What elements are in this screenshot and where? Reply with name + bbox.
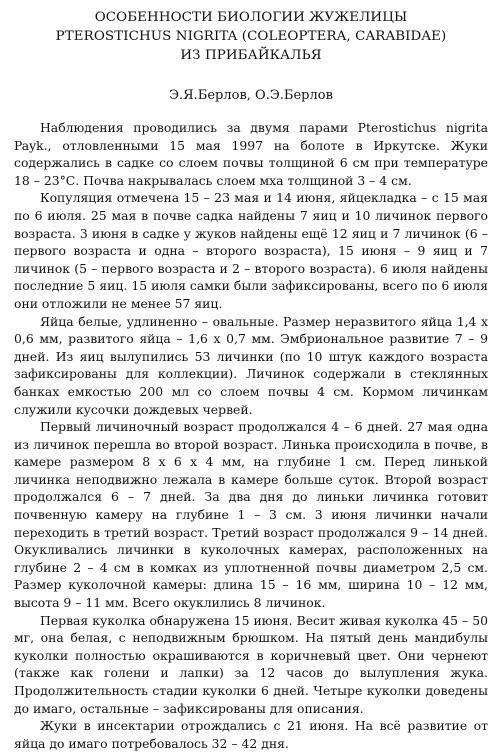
- title-line-1: ОСОБЕННОСТИ БИОЛОГИИ ЖУЖЕЛИЦЫ: [94, 10, 408, 25]
- paragraph: Жуки в инсектарии отрождались с 21 июня. На всё развитие от яйца до имаго потребовалось 32 – 42 дня.: [14, 718, 488, 751]
- paragraph: Яйца белые, удлиненно – овальные. Размер неразвитого яйца 1,4 х 0,6 мм, развитого яйца – 1,6 х 0,7 мм. Эмбриональное развитие 7 – 9 дней. Из яиц вылупились 53 личинки (по 10 штук каждого возраста зафиксированы для коллекции). Личинок содержали в стеклянных банках емкостью 200 мл со слоем почвы 4 см. Кормом личинкам служили кусочки дождевых червей.: [14, 313, 488, 417]
- article-title: [14, 8, 488, 65]
- paragraph: Наблюдения проводились за двумя парами Pterostichus nigrita Payk., отловленными 15 мая 1997 на болоте в Иркутске. Жуки содержались в садке со слоем почвы толщиной 6 см при температуре 18 – 23°С. Почва накрывалась слоем мха толщиной 3 – 4 см.: [14, 120, 488, 188]
- paragraph: Первый личиночный возраст продолжался 4 – 6 дней. 27 мая одна из личинок перешла во второй возраст. Линька происходила в почве, в камере размером 8 х 6 х 4 мм, на глубине 1 см. Перед линькой личинка неподвижно лежала в камере больше суток. Второй возраст продолжался 6 – 7 дней. За два дня до линьки личинка готовит почвенную камеру на глубине 1 – 3 см. 3 июня личинки начали переходить в третий возраст. Третий возраст продолжался 9 – 14 дней. Окукливались личинки в куколочных камерах, расположенных на глубине 2 – 4 см в комках из уплотненной почвы диаметром 2,5 см. Размер куколочной камеры: длина 15 – 16 мм, ширина 10 – 12 мм, высота 9 – 11 мм. Всего окуклились 8 личинок.: [14, 419, 488, 611]
- authors: Э.Я.Берлов, О.Э.Берлов: [169, 88, 333, 103]
- paragraph: Копуляция отмечена 15 – 23 мая и 14 июня, яйцекладка – с 15 мая по 6 июля. 25 мая в почве садка найдены 7 яиц и 10 личинок первого возраста. 3 июня в садке у жуков найдены ещё 12 яиц и 7 личинок (6 – первого возраста и одна – второго возраста), 15 июня – 9 яиц и 7 личинок (5 – первого возраста и 2 – второго возраста). 6 июля найдены последние 5 яиц. 15 июля самки были зафиксированы, всего по 6 июля они отложили не менее 57 яиц.: [14, 190, 488, 311]
- article-body: [14, 119, 488, 752]
- paragraph: Первая куколка обнаружена 15 июня. Весит живая куколка 45 – 50 мг, она белая, с неподвижным брюшком. На пятый день мандибулы куколки полностью окрашиваются в коричневый цвет. Они чернеют (также как голени и лапки) за 12 часов до вылупления жука. Продолжительность стадии куколки 6 дней. Четыре куколки доведены до имаго, остальные – зафиксированы для описания.: [14, 612, 488, 716]
- title-line-3: ИЗ ПРИБАЙКАЛЬЯ: [180, 48, 322, 63]
- title-line-2: PTEROSTICHUS NIGRITA (COLEOPTERA, CARABIDAE): [55, 29, 447, 44]
